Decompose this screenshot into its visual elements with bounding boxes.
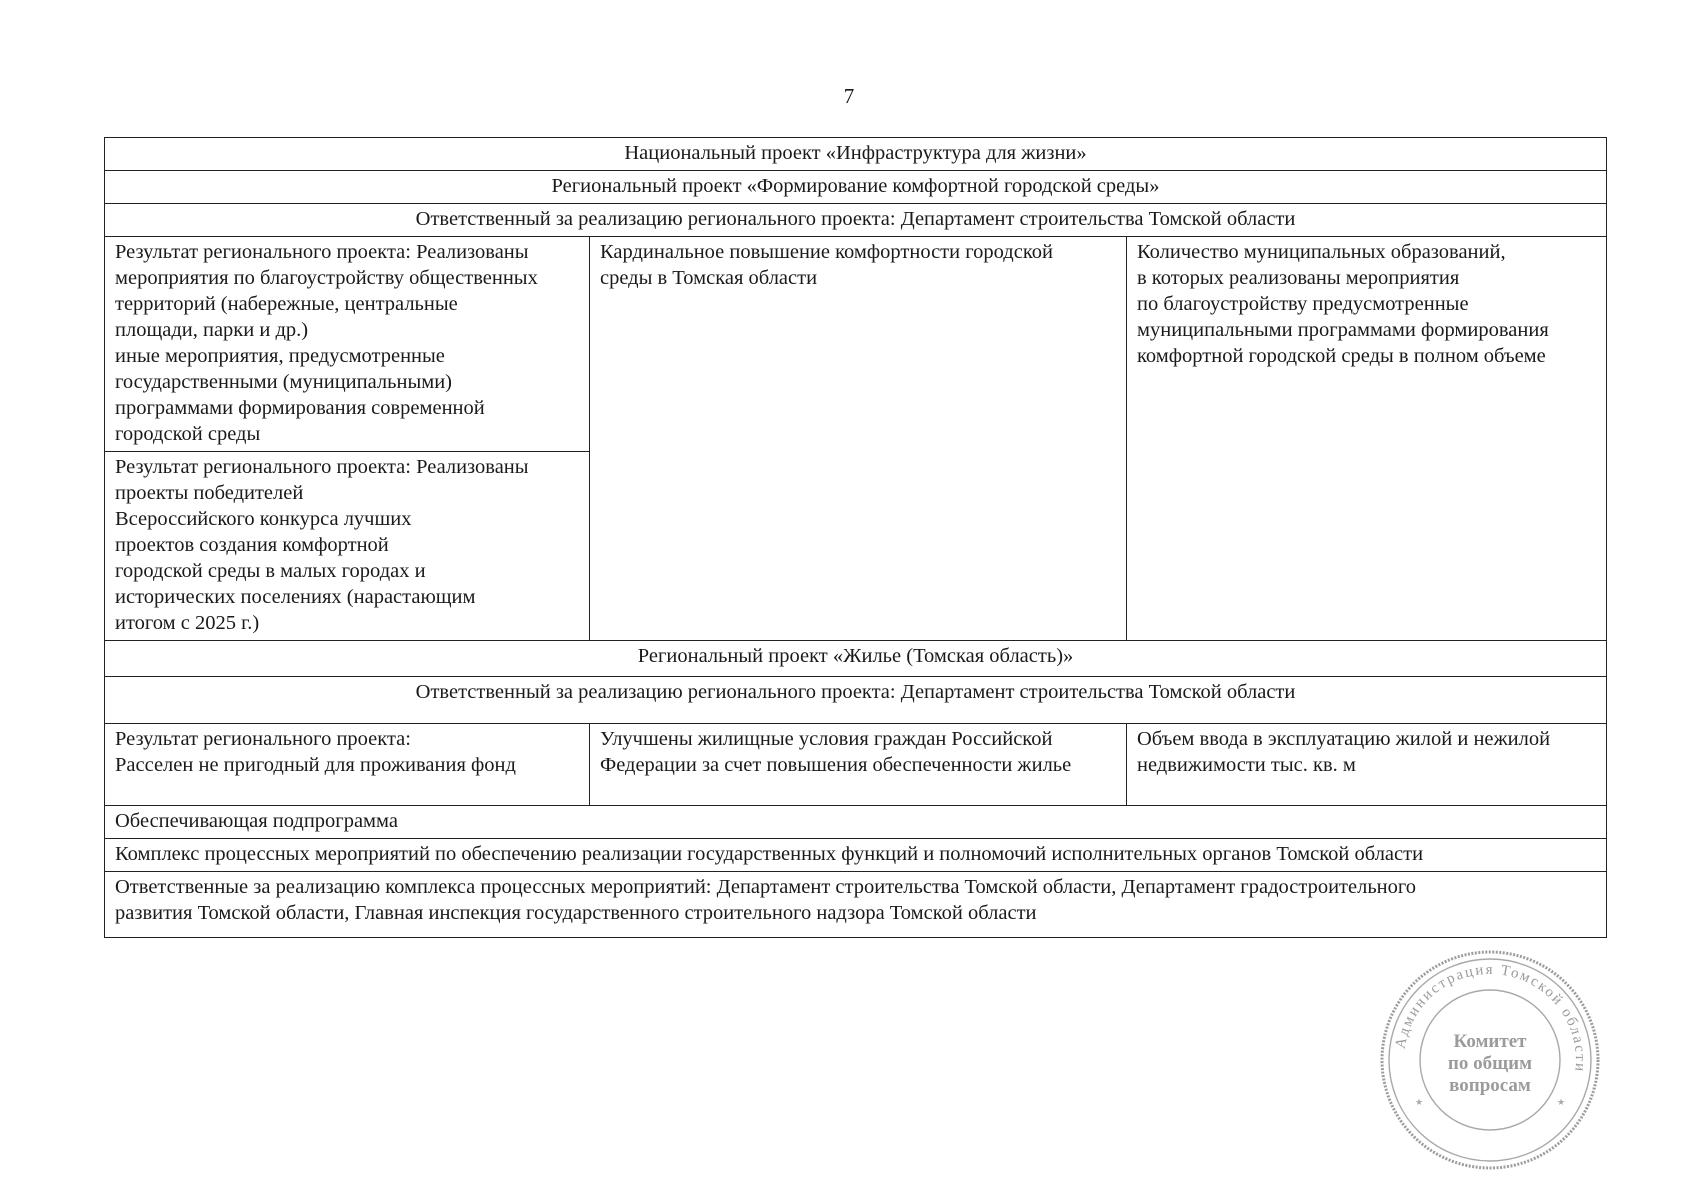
official-seal [1375,945,1605,1175]
page-number: 7 [843,84,855,108]
process-complex-responsible: Ответственные за реализацию комплекса процессных мероприятий: Департамент строительства Томской области, Департамент градостроительного развития Томской области, Главная инспекция государственного строительного надзора Томской области [105,872,1607,938]
seal-star-icon-right: ★ [1557,1097,1566,1107]
seal-center-line-2: по общим [1447,1053,1533,1074]
process-complex-title: Комплекс процессных мероприятий по обеспечению реализации государственных функций и полномочий исполнительных органов Томской области [105,839,1607,872]
regional-project-1-result-2: Результат регионального проекта: Реализованы проекты победителей Всероссийского конкурса лучших проектов создания комфортной городской среды в малых городах и исторических поселениях (нарастающим итогом с 2025 г.) [105,452,590,641]
regional-project-1-indicator: Количество муниципальных образований, в которых реализованы мероприятия по благоустройству предусмотренные муниципальными программами формирования комфортной городской среды в полном объеме [1127,237,1607,641]
regional-project-1-responsible: Ответственный за реализацию регионального проекта: Департамент строительства Томской области [105,204,1607,237]
subprogram-title: Обеспечивающая подпрограмма [105,806,1607,839]
regional-project-2-responsible: Ответственный за реализацию регионального проекта: Департамент строительства Томской области [105,677,1607,724]
national-project-title: Национальный проект «Инфраструктура для жизни» [105,138,1607,171]
seal-center-line-3: вопросам [1449,1075,1531,1096]
regional-project-1-title: Региональный проект «Формирование комфортной городской среды» [105,171,1607,204]
seal-ring-text: Администрация Томской области [1392,961,1589,1074]
regional-project-2-indicator: Объем ввода в эксплуатацию жилой и нежилой недвижимости тыс. кв. м [1127,724,1607,806]
program-structure-table [104,137,1607,938]
seal-star-icon-left: ★ [1415,1097,1424,1107]
regional-project-2-result: Результат регионального проекта: Расселен не пригодный для проживания фонд [105,724,590,806]
regional-project-1-goal: Кардинальное повышение комфортности городской среды в Томская области [590,237,1127,641]
regional-project-1-result-1: Результат регионального проекта: Реализованы мероприятия по благоустройству общественных территорий (набережные, центральные площади, парки и др.) иные мероприятия, предусмотренные государственными (муниципальными) программами формирования современной городской среды [105,237,590,452]
regional-project-2-title: Региональный проект «Жилье (Томская область)» [105,641,1607,677]
seal-center-line-1: Комитет [1453,1031,1527,1052]
regional-project-2-goal: Улучшены жилищные условия граждан Российской Федерации за счет повышения обеспеченности жилье [590,724,1127,806]
